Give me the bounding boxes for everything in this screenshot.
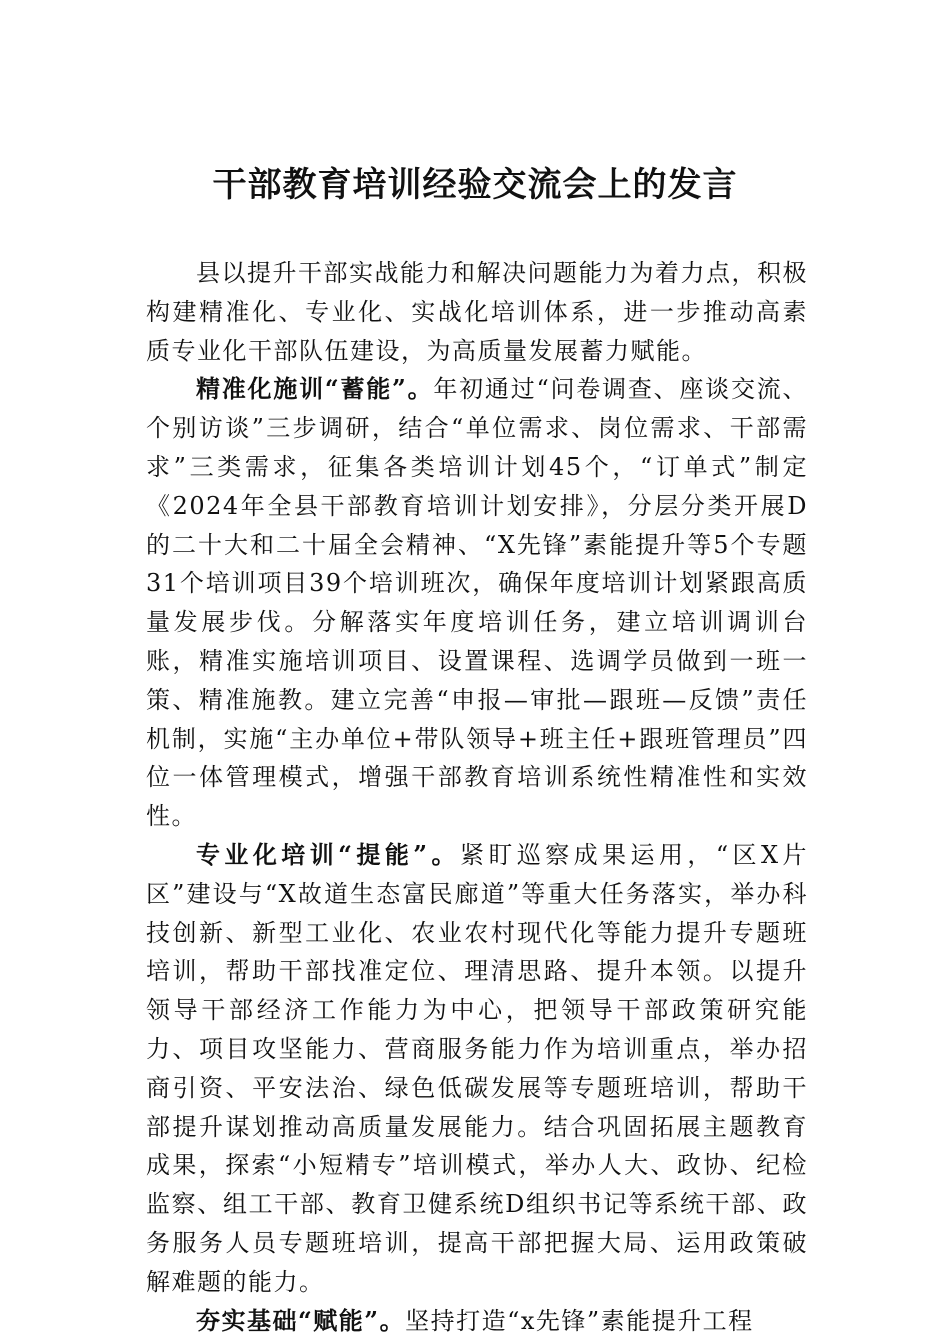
paragraph-professional-training-text: 紧盯巡察成果运用，“区X片区”建设与“X故道生态富民廊道”等重大任务落实，举办科技创新、新型工业化、农业农村现代化等能力提升专题班培训，帮助干部找准定位、理清思路、提升本领。以提升领导干部经济工作能力为中心，把领导干部政策研究能力、项目攻坚能力、营商服务能力作为培训重点，举办招商引资、平安法治、绿色低碳发展等专题班培训，帮助干部提升谋划推动高质量发展能力。结合巩固拓展主题教育成果，探索“小短精专”培训模式，举办人大、政协、纪检监察、组工干部、教育卫健系统D组织书记等系统干部、政务服务人员专题班培训，提高干部把握大局、运用政策破解难题的能力。: [146, 840, 809, 1296]
paragraph-professional-training: [146, 836, 808, 1302]
paragraph-foundation-text: 坚持打造“x先锋”素能提升工程: [405, 1306, 754, 1335]
paragraph-foundation: [146, 1302, 808, 1341]
document-title: 干部教育培训经验交流会上的发言: [212, 165, 738, 205]
section-heading-professional-training: 专业化培训“提能”。: [196, 839, 460, 869]
paragraph-precise-training: [146, 370, 808, 836]
document-body: [146, 254, 808, 1340]
paragraph-precise-training-text: 年初通过“问卷调查、座谈交流、个别访谈”三步调研，结合“单位需求、岗位需求、干部需求”三类需求，征集各类培训计划45个，“订单式”制定《2024年全县干部教育培训计划安排》，分层分类开展D的二十大和二十届全会精神、“X先锋”素能提升等5个专题31个培训项目39个培训班次，确保年度培训计划紧跟高质量发展步伐。分解落实年度培训任务，建立培训调训台账，精准实施培训项目、设置课程、选调学员做到一班一策、精准施教。建立完善“申报—审批—跟班—反馈”责任机制，实施“主办单位+带队领导+班主任+跟班管理员”四位一体管理模式，增强干部教育培训系统性精准性和实效性。: [146, 375, 808, 831]
paragraph-intro: [146, 254, 808, 370]
section-heading-foundation: 夯实基础“赋能”。: [196, 1305, 406, 1335]
section-heading-precise-training: 精准化施训“蓄能”。: [196, 374, 434, 404]
paragraph-intro-text: 县以提升干部实战能力和解决问题能力为着力点，积极构建精准化、专业化、实战化培训体系，进一步推动高素质专业化干部队伍建设，为高质量发展蓄力赋能。: [146, 259, 808, 365]
